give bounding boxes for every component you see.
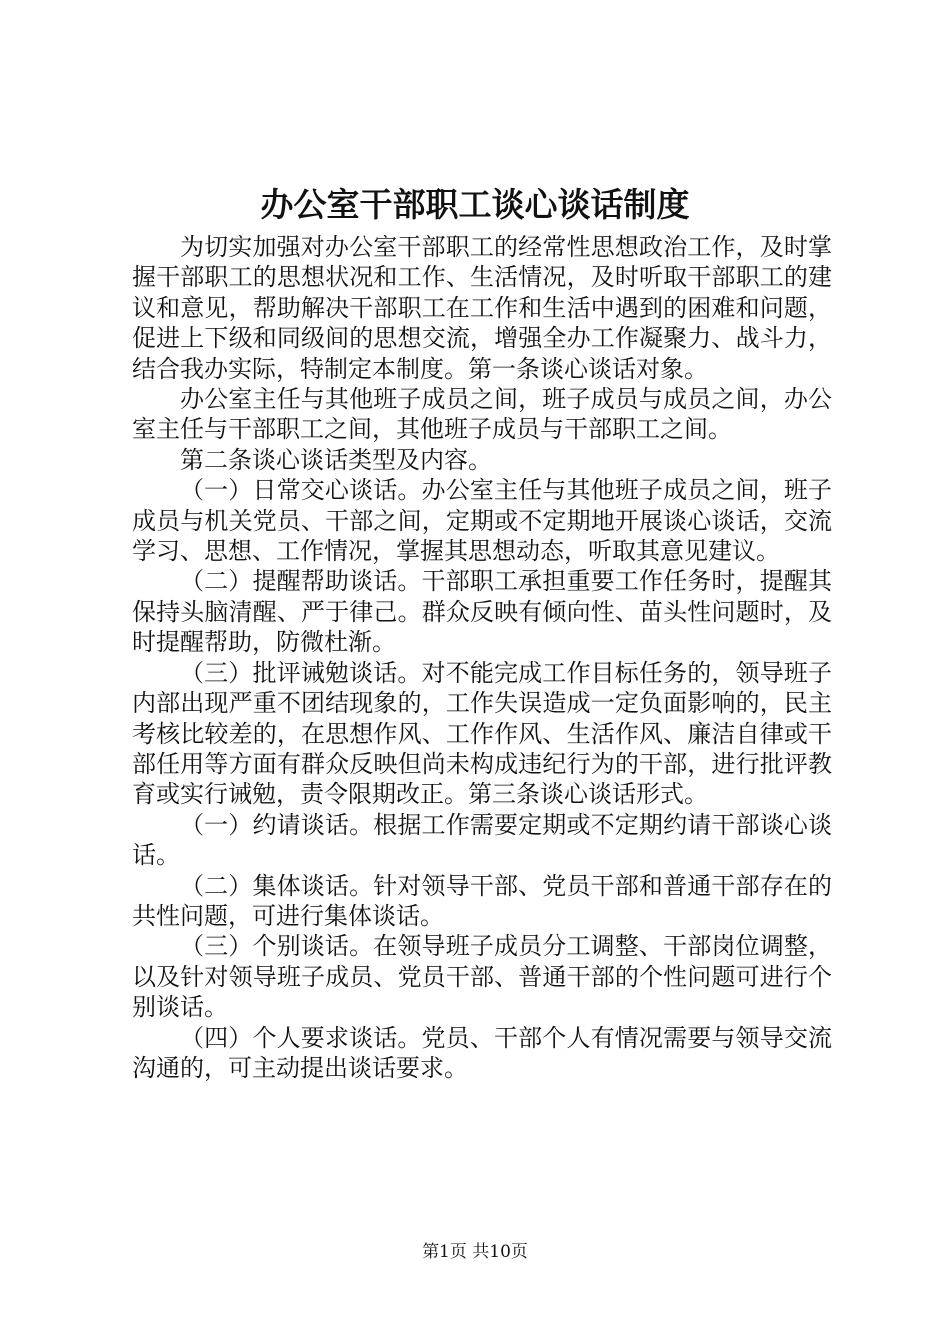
document-title: 办公室干部职工谈心谈话制度	[260, 185, 690, 224]
paragraph: （三）批评诫勉谈话。对不能完成工作目标任务的，领导班子内部出现严重不团结现象的，工作失误造成一定负面影响的，民主考核比较差的，在思想作风、工作作风、生活作风、廉洁自律或干部任用等方面有群众反映但尚未构成违纪行为的干部，进行批评教育或实行诫勉，责令限期改正。第三条谈心谈话形式。	[132, 658, 832, 809]
paragraph: 办公室主任与其他班子成员之间，班子成员与成员之间，办公室主任与干部职工之间，其他班子成员与干部职工之间。	[132, 385, 832, 444]
paragraph: （三）个别谈话。在领导班子成员分工调整、干部岗位调整，以及针对领导班子成员、党员干部、普通干部的个性问题可进行个别谈话。	[132, 932, 832, 1022]
page-number-footer: 第1页 共10页	[422, 1242, 528, 1262]
document-body	[132, 232, 832, 1083]
paragraph: （二）集体谈话。针对领导干部、党员干部和普通干部存在的共性问题，可进行集体谈话。	[132, 871, 832, 930]
paragraph: 为切实加强对办公室干部职工的经常性思想政治工作，及时掌握干部职工的思想状况和工作、生活情况，及时听取干部职工的建议和意见，帮助解决干部职工在工作和生活中遇到的困难和问题，促进上下级和同级间的思想交流，增强全办工作凝聚力、战斗力，结合我办实际，特制定本制度。第一条谈心谈话对象。	[132, 233, 832, 383]
paragraph: （二）提醒帮助谈话。干部职工承担重要工作任务时，提醒其保持头脑清醒、严于律己。群众反映有倾向性、苗头性问题时，及时提醒帮助，防微杜渐。	[132, 567, 832, 657]
paragraph: 第二条谈心谈话类型及内容。	[180, 445, 492, 474]
paragraph: （一）约请谈话。根据工作需要定期或不定期约请干部谈心谈话。	[132, 810, 832, 870]
paragraph: （四）个人要求谈话。党员、干部个人有情况需要与领导交流沟通的，可主动提出谈话要求。	[132, 1023, 832, 1082]
paragraph: （一）日常交心谈话。办公室主任与其他班子成员之间，班子成员与机关党员、干部之间，定期或不定期地开展谈心谈话，交流学习、思想、工作情况，掌握其思想动态，听取其意见建议。	[132, 476, 832, 566]
